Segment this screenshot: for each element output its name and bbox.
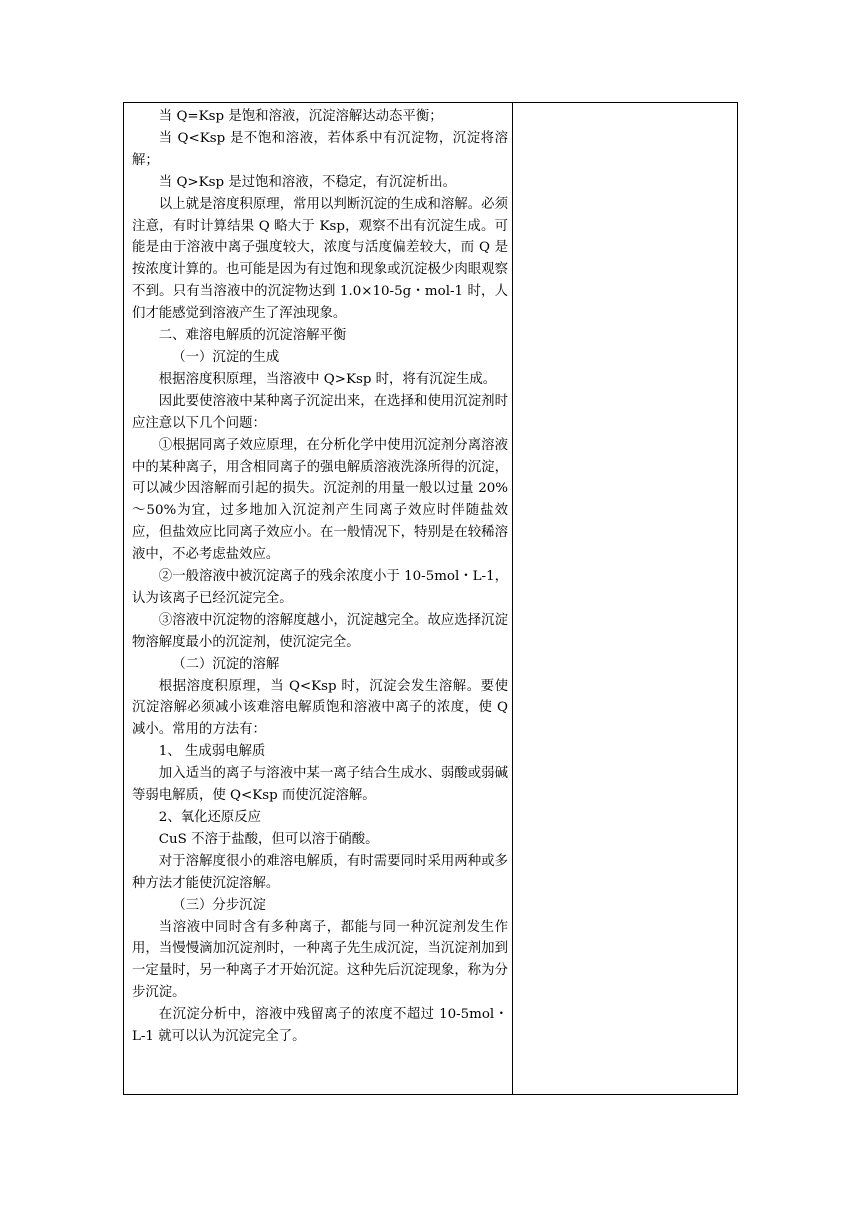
content-table [123, 102, 738, 1095]
paragraph-complete-precipitation: 在沉淀分析中，溶液中残留离子的浓度不超过 10-5mol・L-1 就可以认为沉淀完全了。 [132, 1007, 508, 1045]
paragraph-q-greater-ksp: 当 Q>Ksp 是过饱和溶液，不稳定，有沉淀析出。 [158, 174, 456, 190]
paragraph-dissolution-rule: 根据溶度积原理，当 Q<Ksp 时，沉淀会发生溶解。要使沉淀溶解必须减小该难溶电解质饱和溶液中离子的浓度，使 Q 减小。常用的方法有： [132, 678, 508, 738]
left-cell [124, 103, 512, 1094]
paragraph-formation-rule: 根据溶度积原理，当溶液中 Q>Ksp 时，将有沉淀生成。 [158, 371, 497, 387]
item-redox-reaction: 2、氧化还原反应 [158, 810, 262, 825]
heading-section-two: 二、难溶电解质的沉淀溶解平衡 [158, 328, 347, 344]
heading-stepwise-precipitation: （三）分步沉淀 [172, 897, 266, 913]
paragraph-weak-electrolyte: 加入适当的离子与溶液中某一离子结合生成水、弱酸或弱碱等弱电解质，使 Q<Ksp 而使沉淀溶解。 [132, 766, 508, 804]
paragraph-residual-concentration: ②一般溶液中被沉淀离子的残余浓度小于 10-5mol・L-1，认为该离子已经沉淀完全。 [132, 569, 508, 606]
right-cell [513, 103, 737, 1094]
heading-precipitate-formation: （一）沉淀的生成 [172, 349, 280, 365]
paragraph-multiple-methods: 对于溶解度很小的难溶电解质，有时需要同时采用两种或多种方法才能使沉淀溶解。 [132, 853, 508, 891]
item-weak-electrolyte: 1、 生成弱电解质 [158, 744, 266, 760]
paragraph-common-ion-effect: ①根据同离子效应原理，在分析化学中使用沉淀剂分离溶液中的某种离子，用含相同离子的强电解质溶液洗涤所得的沉淀，可以减少因溶解而引起的损失。沉淀剂的用量一般以过量 20%～50%为宜，过多地加入沉淀剂产生同离子效应时伴随盐效应，但盐效应比同离子效应小。在一般情况下，特别是在较稀溶液中，不必考虑盐效应。 [132, 437, 508, 563]
paragraph-q-equal-ksp: 当 Q=Ksp 是饱和溶液，沉淀溶解达动态平衡； [158, 109, 443, 124]
paragraph-q-less-ksp: 当 Q<Ksp 是不饱和溶液，若体系中有沉淀物，沉淀将溶解； [132, 130, 508, 168]
heading-precipitate-dissolution: （二）沉淀的溶解 [172, 656, 280, 672]
paragraph-stepwise-definition: 当溶液中同时含有多种离子，都能与同一种沉淀剂发生作用，当慢慢滴加沉淀剂时，一种离子先生成沉淀，当沉淀剂加到一定量时，另一种离子才开始沉淀。这种先后沉淀现象，称为分步沉淀。 [132, 919, 508, 1001]
paragraph-solubility-principle: 以上就是溶度积原理，常用以判断沉淀的生成和溶解。必须注意，有时计算结果 Q 略大于 Ksp，观察不出有沉淀生成。可能是由于溶液中离子强度较大，浓度与活度偏差较大，而 Q 是按浓度计算的。也可能是因为有过饱和现象或沉淀极少肉眼观察不到。只有当溶液中的沉淀物达到 1.0×10-5g・mol-1 时，人们才能感觉到溶液产生了浑浊现象。 [132, 196, 508, 322]
paragraph-solubility-smaller: ③溶液中沉淀物的溶解度越小，沉淀越完全。故应选择沉淀物溶解度最小的沉淀剂，使沉淀完全。 [132, 612, 508, 650]
paragraph-precipitant-notes: 因此要使溶液中某种离子沉淀出来，在选择和使用沉淀剂时应注意以下几个问题： [132, 393, 508, 431]
paragraph-cus-example: CuS 不溶于盐酸，但可以溶于硝酸。 [158, 831, 379, 847]
